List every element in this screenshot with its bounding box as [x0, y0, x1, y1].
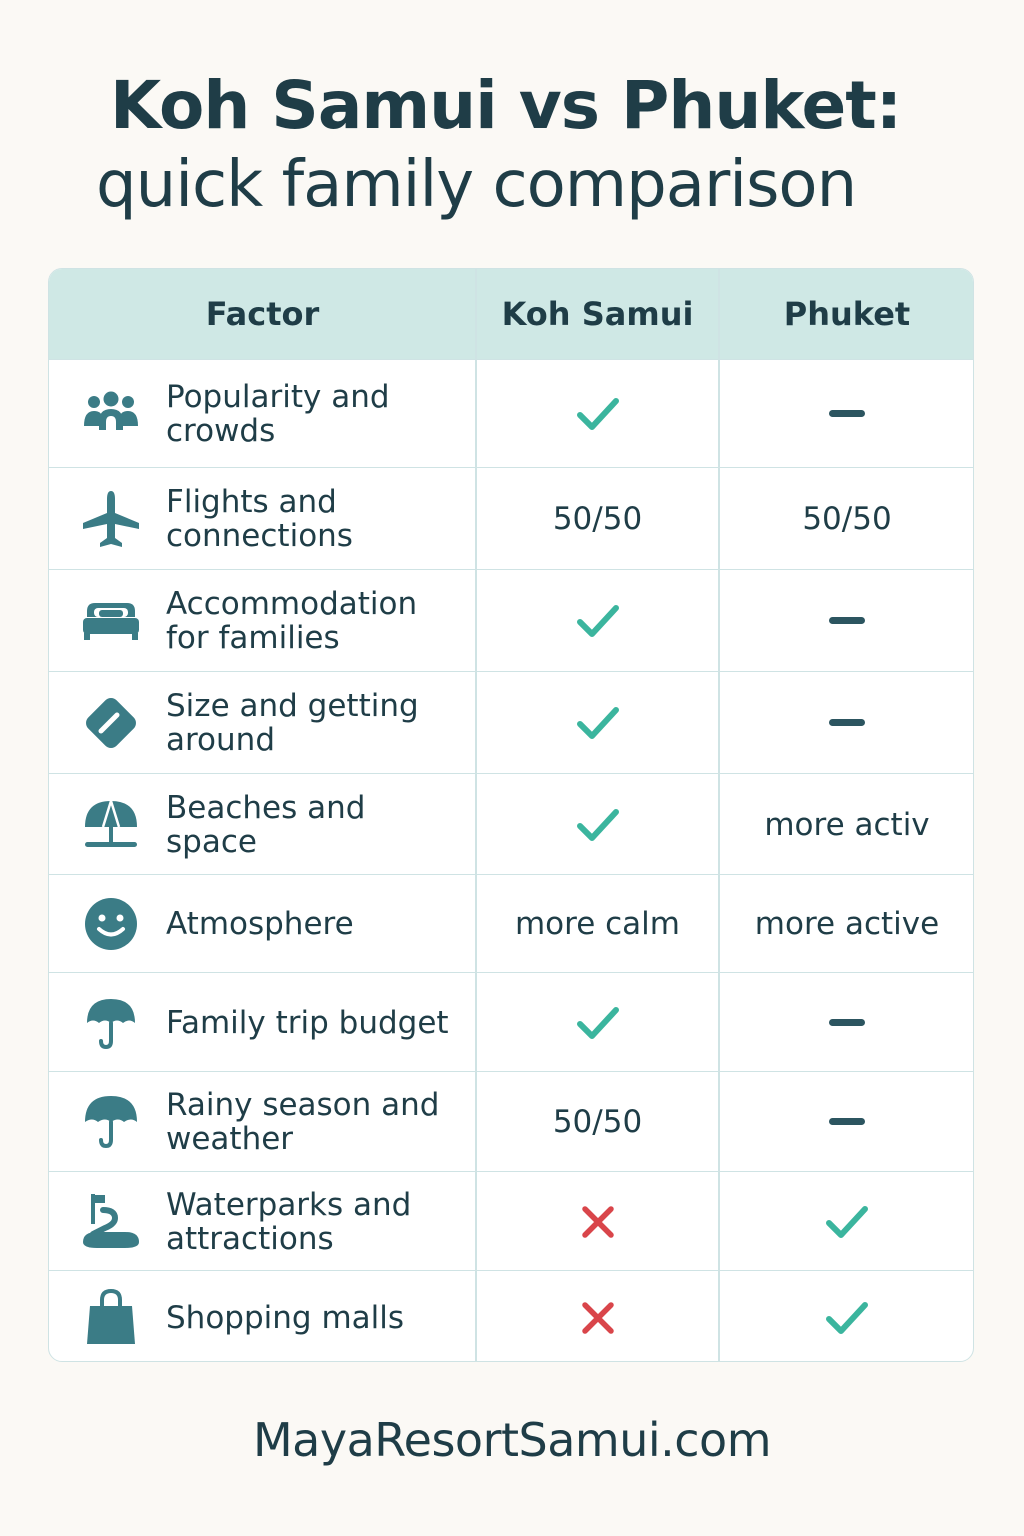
airplane-icon	[77, 485, 145, 553]
table-row	[49, 874, 973, 972]
rain-umbrella-icon	[77, 1088, 145, 1156]
koh-samui-value-cell	[476, 875, 719, 973]
table-row	[49, 569, 973, 671]
table-row	[49, 773, 973, 874]
title-line-1: Koh Samui vs Phuket:	[110, 67, 902, 144]
dash-icon	[827, 1017, 867, 1029]
table-row	[49, 972, 973, 1071]
factor-label: Waterparks and attractions	[166, 1186, 412, 1257]
koh-samui-cross-mark	[476, 1172, 719, 1271]
dash-icon	[827, 408, 867, 420]
table-row	[49, 1270, 973, 1362]
phuket-dash-mark	[719, 973, 974, 1072]
phuket-value-cell	[719, 875, 974, 973]
koh-samui-value-cell	[476, 1072, 719, 1172]
check-icon	[575, 806, 621, 844]
dash-icon	[827, 717, 867, 729]
check-icon	[575, 395, 621, 433]
cross-icon	[580, 1204, 616, 1240]
comparison-table	[48, 268, 974, 1362]
page-title	[96, 66, 976, 224]
phuket-check-mark	[719, 1271, 974, 1362]
dash-icon	[827, 615, 867, 627]
table-row	[49, 467, 973, 569]
phuket-value-text: 50/50	[802, 501, 892, 537]
people-icon	[77, 380, 145, 448]
site-footer: MayaResortSamui.com	[252, 1413, 772, 1467]
koh-samui-value-text: 50/50	[552, 501, 643, 537]
phuket-check-mark	[719, 1172, 974, 1271]
table-header-row	[49, 269, 973, 359]
title-line-2: quick family comparison	[96, 148, 857, 222]
factor-label: Size and getting around	[166, 688, 419, 758]
bed-icon	[77, 587, 145, 655]
koh-samui-value-text: 50/50	[552, 1104, 643, 1140]
koh-samui-value-text: more calm	[514, 906, 680, 942]
table-row	[49, 671, 973, 773]
factor-label: Popularity and crowds	[166, 379, 390, 449]
phuket-dash-mark	[719, 570, 974, 672]
factor-label: Accommodation for families	[166, 586, 418, 656]
koh-samui-check-mark	[476, 570, 719, 672]
phuket-dash-mark	[719, 672, 974, 774]
koh-samui-cross-mark	[476, 1271, 719, 1362]
waterslide-icon	[77, 1188, 145, 1256]
check-icon	[575, 602, 621, 640]
factor-label: Atmosphere	[166, 906, 354, 942]
dash-icon	[827, 1116, 867, 1128]
koh-samui-check-mark	[476, 973, 719, 1072]
factor-label: Family trip budget	[166, 1004, 449, 1041]
check-icon	[824, 1299, 870, 1337]
phuket-value-cell	[719, 774, 974, 875]
check-icon	[575, 704, 621, 742]
factor-label: Shopping malls	[166, 1299, 405, 1336]
table-row	[49, 359, 973, 467]
koh-samui-check-mark	[476, 672, 719, 774]
phuket-value-text: more activ	[764, 806, 930, 843]
smiley-face-icon	[77, 890, 145, 958]
phuket-value-cell	[719, 468, 974, 570]
koh-samui-check-mark	[476, 360, 719, 468]
header-phuket: Phuket	[783, 295, 911, 333]
factor-label: Rainy season and weather	[166, 1087, 440, 1157]
diamond-tag-icon	[77, 689, 145, 757]
header-factor: Factor	[205, 295, 320, 333]
factor-label: Beaches and space	[166, 789, 366, 860]
phuket-dash-mark	[719, 1072, 974, 1172]
table-row	[49, 1071, 973, 1171]
koh-samui-value-cell	[476, 468, 719, 570]
beach-umbrella-icon	[77, 791, 145, 859]
phuket-value-text: more active	[754, 906, 940, 942]
check-icon	[575, 1004, 621, 1042]
check-icon	[824, 1203, 870, 1241]
factor-label: Flights and connections	[166, 484, 353, 554]
umbrella-icon	[77, 989, 145, 1057]
table-row	[49, 1171, 973, 1270]
shopping-bag-icon	[77, 1284, 145, 1352]
cross-icon	[580, 1300, 616, 1336]
phuket-dash-mark	[719, 360, 974, 468]
koh-samui-check-mark	[476, 774, 719, 875]
header-koh-samui: Koh Samui	[501, 295, 694, 333]
